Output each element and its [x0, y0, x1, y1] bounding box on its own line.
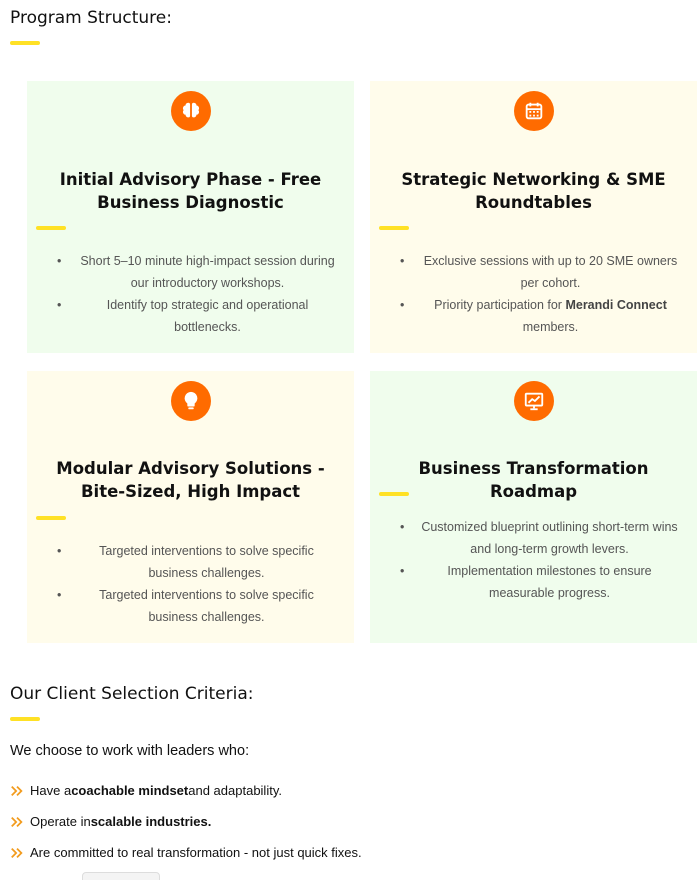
presentation-chart-icon [514, 381, 554, 421]
card-title: Business Transformation Roadmap [418, 459, 649, 501]
card-underline [379, 492, 409, 496]
double-chevron-right-icon [10, 784, 24, 798]
partial-button[interactable] [82, 872, 160, 880]
title-underline [10, 41, 40, 45]
list-item: • Implementation milestones to ensure measurable progress. [400, 560, 687, 604]
card-business-transformation [370, 371, 697, 643]
card-underline [36, 516, 66, 520]
criteria-item: Are committed to real transformation - not just quick fixes. [10, 845, 362, 860]
card-title: Strategic Networking & SME Roundtables [401, 170, 666, 212]
double-chevron-right-icon [10, 846, 24, 860]
program-structure-title: Program Structure: [10, 8, 172, 28]
brain-icon [171, 91, 211, 131]
list-item: • Identify top strategic and operational bottlenecks. [57, 294, 346, 338]
card-modular-advisory [27, 371, 354, 643]
list-item: • Exclusive sessions with up to 20 SME owners per cohort. [400, 250, 689, 294]
list-item: • Targeted interventions to solve specific business challenges. [57, 584, 344, 628]
list-item: • Customized blueprint outlining short-term wins and long-term growth levers. [400, 516, 687, 560]
list-item: • Short 5–10 minute high-impact session during our introductory workshops. [57, 250, 346, 294]
card-title: Initial Advisory Phase - Free Business Diagnostic [59, 170, 322, 212]
card-initial-advisory [27, 81, 354, 353]
criteria-item: Operate in scalable industries. [10, 814, 211, 829]
criteria-item: Have a coachable mindset and adaptability. [10, 783, 282, 798]
card-title: Modular Advisory Solutions - Bite-Sized, High Impact [56, 459, 325, 501]
list-item: • Priority participation for Merandi Connect members. [400, 294, 689, 338]
card-underline [379, 226, 409, 230]
card-strategic-networking [370, 81, 697, 353]
criteria-intro: We choose to work with leaders who: [10, 743, 250, 759]
double-chevron-right-icon [10, 815, 24, 829]
criteria-title: Our Client Selection Criteria: [10, 684, 254, 704]
list-item: • Targeted interventions to solve specific business challenges. [57, 540, 344, 584]
lightbulb-icon [171, 381, 211, 421]
criteria-underline [10, 717, 40, 721]
card-underline [36, 226, 66, 230]
calendar-icon [514, 91, 554, 131]
